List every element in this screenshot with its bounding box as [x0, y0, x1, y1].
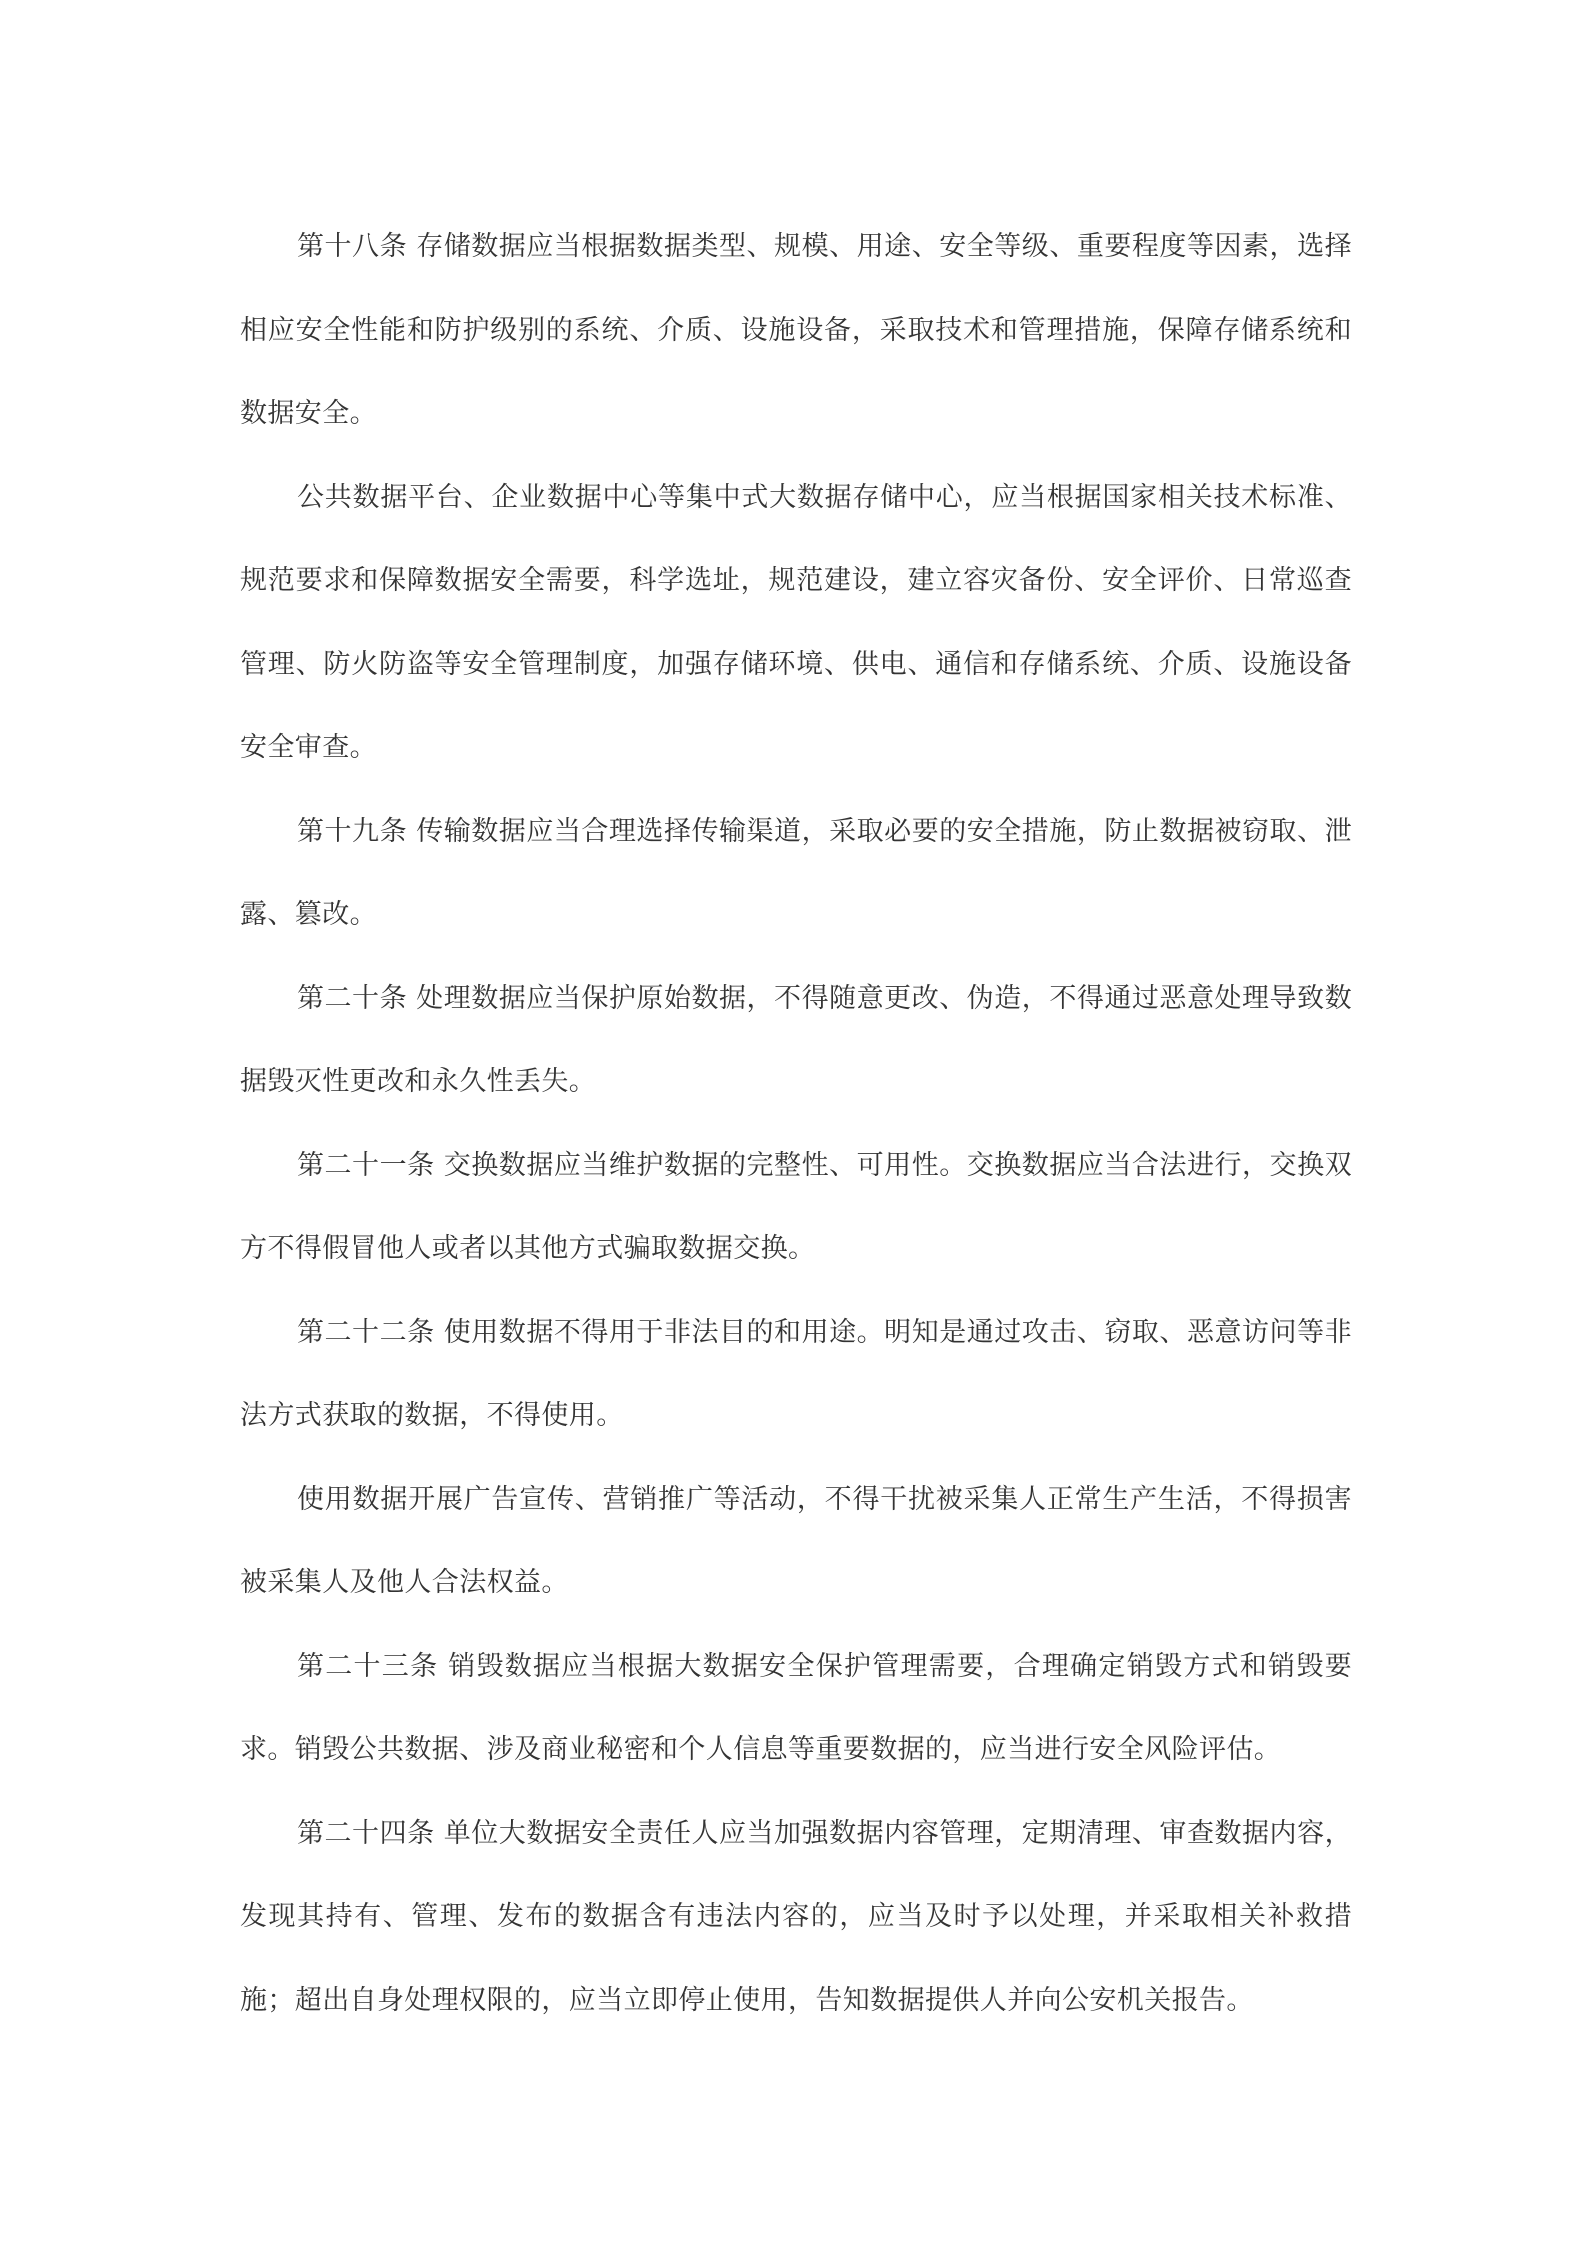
paragraph-article-22: 第二十二条 使用数据不得用于非法目的和用途。明知是通过攻击、窃取、恶意访问等非法方式获取的数据，不得使用。 [240, 1316, 1352, 1431]
document-page [240, 205, 1352, 2042]
paragraph-article-18-clause-2: 公共数据平台、企业数据中心等集中式大数据存储中心，应当根据国家相关技术标准、规范要求和保障数据安全需要，科学选址，规范建设，建立容灾备份、安全评价、日常巡查管理、防火防盗等安全管理制度，加强存储环境、供电、通信和存储系统、介质、设施设备安全审查。 [240, 481, 1352, 763]
paragraph-article-18: 第十八条 存储数据应当根据数据类型、规模、用途、安全等级、重要程度等因素，选择相应安全性能和防护级别的系统、介质、设施设备，采取技术和管理措施，保障存储系统和数据安全。 [240, 231, 1352, 429]
paragraph-article-24: 第二十四条 单位大数据安全责任人应当加强数据内容管理，定期清理、审查数据内容，发现其持有、管理、发布的数据含有违法内容的，应当及时予以处理，并采取相关补救措施；超出自身处理权限的，应当立即停止使用，告知数据提供人并向公安机关报告。 [240, 1817, 1352, 2016]
paragraph-article-23: 第二十三条 销毁数据应当根据大数据安全保护管理需要，合理确定销毁方式和销毁要求。销毁公共数据、涉及商业秘密和个人信息等重要数据的，应当进行安全风险评估。 [240, 1650, 1352, 1765]
paragraph-article-21: 第二十一条 交换数据应当维护数据的完整性、可用性。交换数据应当合法进行，交换双方不得假冒他人或者以其他方式骗取数据交换。 [240, 1149, 1352, 1264]
paragraph-article-19: 第十九条 传输数据应当合理选择传输渠道，采取必要的安全措施，防止数据被窃取、泄露、篡改。 [240, 815, 1352, 930]
paragraph-article-20: 第二十条 处理数据应当保护原始数据，不得随意更改、伪造，不得通过恶意处理导致数据毁灭性更改和永久性丢失。 [240, 982, 1352, 1097]
paragraph-article-22-clause-2: 使用数据开展广告宣传、营销推广等活动，不得干扰被采集人正常生产生活，不得损害被采集人及他人合法权益。 [240, 1483, 1352, 1598]
